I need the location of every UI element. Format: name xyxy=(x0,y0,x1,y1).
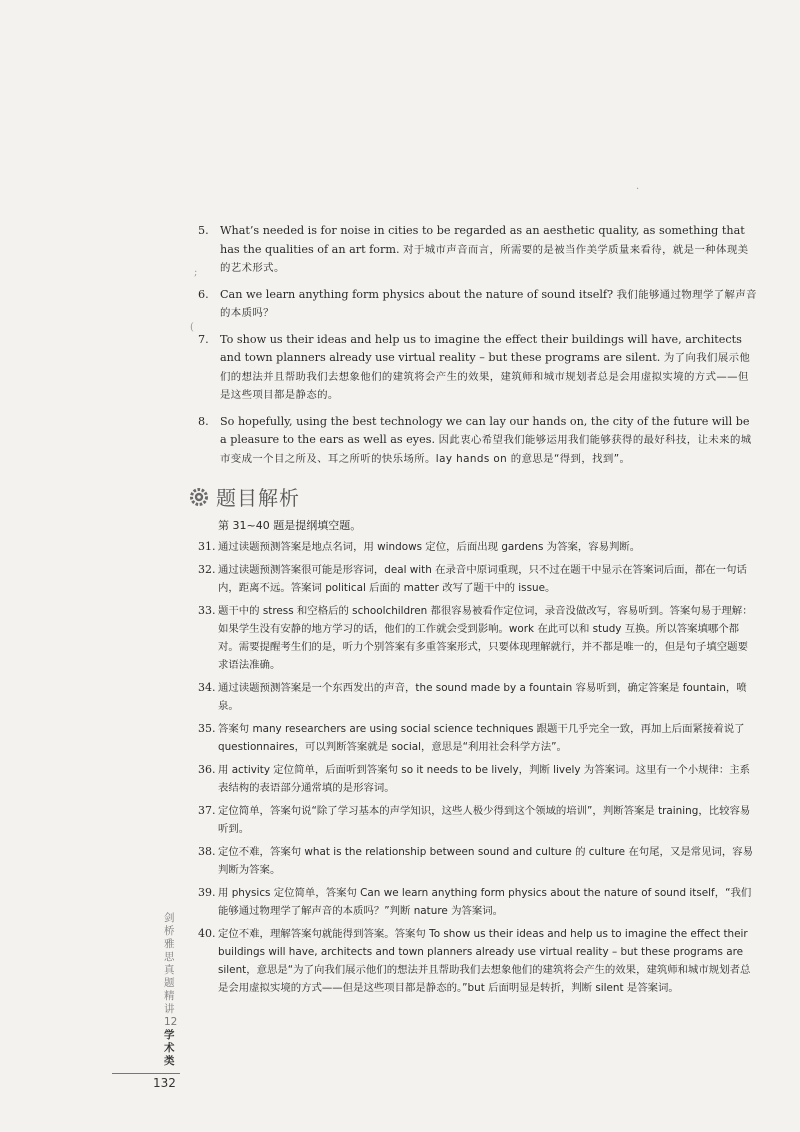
answer-number: 39. xyxy=(198,886,216,899)
answer-item xyxy=(198,925,758,997)
margin-mark: ; xyxy=(194,267,198,278)
answer-item xyxy=(198,843,758,879)
answer-item xyxy=(198,802,758,838)
sentence-number: 6. xyxy=(198,287,209,301)
footer-rule xyxy=(112,1073,180,1074)
series-title: 剑桥雅思真题精讲12 xyxy=(164,912,178,1028)
answer-item xyxy=(198,761,758,797)
answer-text: 答案句 many researchers are using social science techniques 跟题干几乎完全一致，再加上后面紧接着说了 questionnaires，可以判断答案就是 social，意思是“利用社会科学方法”。 xyxy=(218,723,745,753)
category-label: 学术类 xyxy=(164,1029,175,1067)
answer-item xyxy=(198,720,758,756)
answer-text: 通过读题预测答案是一个东西发出的声音，the sound made by a fountain 容易听到，确定答案是 fountain，喷泉。 xyxy=(218,682,747,712)
answer-number: 36. xyxy=(198,763,216,776)
answer-number: 37. xyxy=(198,804,216,817)
answer-number: 31. xyxy=(198,540,216,553)
sentence-number: 8. xyxy=(198,414,209,428)
sentence-chinese: 因此衷心希望我们能够运用我们能够获得的最好科技，让未来的城市变成一个目之所及、耳之所听的快乐场所。lay hands on 的意思是“得到，找到”。 xyxy=(220,434,752,465)
answer-number: 35. xyxy=(198,722,216,735)
answer-text: 定位不难，答案句 what is the relationship between sound and culture 的 culture 在句尾，又是常见词，容易判断为答案。 xyxy=(218,846,754,876)
answer-item xyxy=(198,602,758,674)
sentence-item xyxy=(198,286,758,323)
answer-item xyxy=(198,538,758,556)
answer-text: 用 physics 定位简单，答案句 Can we learn anything form physics about the nature of sound itself，“我们能够通过物理学了解声音的本质吗？”判断 nature 为答案词。 xyxy=(218,887,752,917)
side-series-label xyxy=(164,912,178,1068)
sentence-english: What’s needed is for noise in cities to be regarded as an aesthetic quality, as something that has the qualities of an art form. xyxy=(220,224,745,256)
sentence-item xyxy=(198,222,758,278)
answer-text: 通过读题预测答案很可能是形容词，deal with 在录音中原词重现，只不过在题干中显示在答案词后面，都在一句话内，距离不远。答案词 political 后面的 matter 改写了题干中的 issue。 xyxy=(218,564,747,594)
sentence-english: Can we learn anything form physics about the nature of sound itself? xyxy=(220,287,614,301)
section-intro: 第 31~40 题是提纲填空题。 xyxy=(218,519,362,532)
sentence-chinese: 对于城市声音而言，所需要的是被当作美学质量来看待，就是一种体现美的艺术形式。 xyxy=(220,243,749,274)
sentence-item xyxy=(198,331,758,405)
sentence-chinese: 我们能够通过物理学了解声音的本质吗？ xyxy=(220,288,757,319)
answer-item xyxy=(198,884,758,920)
gear-icon xyxy=(188,486,210,508)
section-title: 题目解析 xyxy=(216,486,300,510)
sentence-number: 7. xyxy=(198,332,209,346)
answer-item xyxy=(198,561,758,597)
page-number: 132 xyxy=(153,1076,176,1090)
answer-text: 定位简单，答案句说“除了学习基本的声学知识，这些人极少得到这个领域的培训”，判断答案是 training，比较容易听到。 xyxy=(218,805,751,835)
sentence-english: To show us their ideas and help us to imagine the effect their buildings will have, architects and town planners already use virtual reality – but these programs are silent. xyxy=(220,332,742,364)
answer-text: 定位不难，理解答案句就能得到答案。答案句 To show us their ideas and help us to imagine the effect their buildings will have, architects and town planners already use virtual reality – but these programs are silent，意思是“为了向我们展示他们的想法并且帮助我们去想象他们的建筑将会产生的效果，建筑师和城市规划者总是会用虚拟实境的方式——但是这些项目都是静态的。”but 后面明显是转折，判断 silent 是答案词。 xyxy=(218,928,751,994)
answer-text: 用 activity 定位简单，后面听到答案句 so it needs to be lively，判断 lively 为答案词。这里有一个小规律：主系表结构的表语部分通常填的是形容词。 xyxy=(218,764,751,794)
answer-number: 38. xyxy=(198,845,216,858)
answer-text: 通过读题预测答案是地点名词，用 windows 定位，后面出现 gardens 为答案，容易判断。 xyxy=(218,541,641,553)
answer-list xyxy=(198,538,758,1002)
answer-number: 32. xyxy=(198,563,216,576)
answer-number: 34. xyxy=(198,681,216,694)
sentence-list xyxy=(198,222,758,476)
sentence-chinese: 为了向我们展示他们的想法并且帮助我们去想象他们的建筑将会产生的效果，建筑师和城市规划者总是会用虚拟实境的方式——但是这些项目都是静态的。 xyxy=(220,352,751,401)
answer-number: 40. xyxy=(198,927,216,940)
section-heading xyxy=(188,482,300,511)
margin-mark: ( xyxy=(190,322,194,333)
answer-number: 33. xyxy=(198,604,216,617)
scan-speck: · xyxy=(636,184,640,195)
answer-item xyxy=(198,679,758,715)
sentence-english: So hopefully, using the best technology we can lay our hands on, the city of the future will be a pleasure to the ears as well as eyes. xyxy=(220,414,750,446)
answer-text: 题干中的 stress 和空格后的 schoolchildren 都很容易被看作定位词，录音没做改写，容易听到。答案句易于理解：如果学生没有安静的地方学习的话，他们的工作就会受到影响。work 在此可以和 study 互换。所以答案填哪个都对。需要提醒考生们的是，听力个别答案有多重答案形式，只要体现理解就行，并不都是唯一的，但是句子填空题要求语法准确。 xyxy=(218,605,753,671)
sentence-item xyxy=(198,413,758,469)
sentence-number: 5. xyxy=(198,224,209,237)
